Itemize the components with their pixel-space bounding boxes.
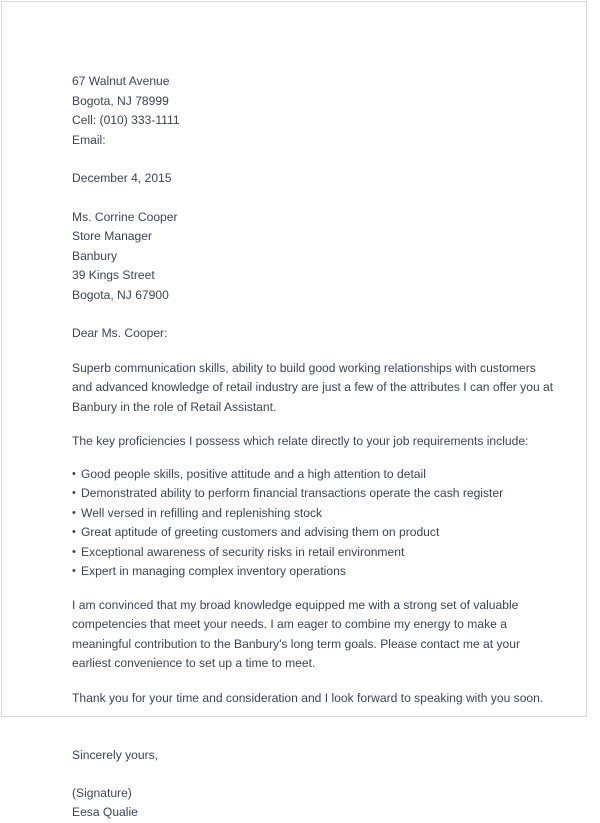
list-item-label: Great aptitude of greeting customers and advising them on product	[81, 525, 440, 539]
bullet-icon: •	[72, 526, 76, 538]
paragraph-closing: I am convinced that my broad knowledge equipped me with a strong set of valuable competencies that meet your needs. I am eager to combine my energy to make a meaningful contribution to the Banbury's long term goals. Please contact me at your earliest convenience to set up a time to meet.	[72, 597, 521, 670]
list-item	[72, 562, 562, 582]
date-text: December 4, 2015	[72, 171, 172, 185]
bullet-icon: •	[72, 506, 76, 519]
recipient-city-state-zip: Bogota, NJ 67900	[72, 287, 169, 302]
signature-block	[72, 746, 562, 823]
recipient-company: Banbury	[72, 248, 118, 263]
sender-email: Email:	[72, 132, 106, 147]
letter-date	[72, 169, 562, 189]
paragraph-thanks: Thank you for your time and consideration and I look forward to speaking with you soon.	[72, 690, 544, 705]
bullet-icon: •	[72, 545, 76, 558]
list-item	[72, 523, 562, 543]
list-item	[72, 465, 562, 485]
signer-name: Eesa Qualie	[72, 805, 138, 819]
sender-cell: Cell: (010) 333-1111	[72, 113, 180, 127]
bullet-icon: •	[72, 487, 76, 499]
paragraph-intro: Superb communication skills, ability to build good working relationships with customers and advanced knowledge of retail industry are just a few of the attributes I can offer you at Banbury in the role of Retail Assistant.	[72, 360, 554, 414]
list-item	[72, 543, 562, 563]
list-item-label: Expert in managing complex inventory operations	[81, 564, 346, 578]
paragraph-key-proficiencies: The key proficiencies I possess which relate directly to your job requirements include:	[72, 434, 529, 448]
proficiency-list	[72, 465, 562, 582]
recipient-title: Store Manager	[72, 229, 152, 243]
recipient-address-block	[72, 208, 562, 306]
list-item	[72, 504, 562, 524]
sender-city-state-zip: Bogota, NJ 78999	[72, 93, 169, 108]
sender-street: 67 Walnut Avenue	[72, 74, 170, 88]
salutation: Dear Ms. Cooper:	[72, 326, 168, 340]
bullet-icon: •	[72, 467, 76, 480]
closing-salutation: Sincerely yours,	[72, 748, 159, 762]
list-item-label: Good people skills, positive attitude and a high attention to detail	[81, 466, 426, 481]
document-page	[1, 1, 587, 819]
recipient-name: Ms. Corrine Cooper	[72, 209, 178, 224]
list-item-label: Well versed in refilling and replenishing stock	[81, 505, 323, 520]
list-item-label: Demonstrated ability to perform financial transactions operate the cash register	[81, 486, 504, 500]
bullet-icon: •	[72, 565, 76, 577]
signature-placeholder: (Signature)	[72, 785, 132, 800]
sender-address-block	[72, 72, 562, 150]
recipient-street: 39 Kings Street	[72, 268, 155, 282]
cover-letter-body	[72, 72, 562, 823]
list-item	[72, 484, 562, 504]
list-item-label: Exceptional awareness of security risks in retail environment	[81, 544, 405, 559]
